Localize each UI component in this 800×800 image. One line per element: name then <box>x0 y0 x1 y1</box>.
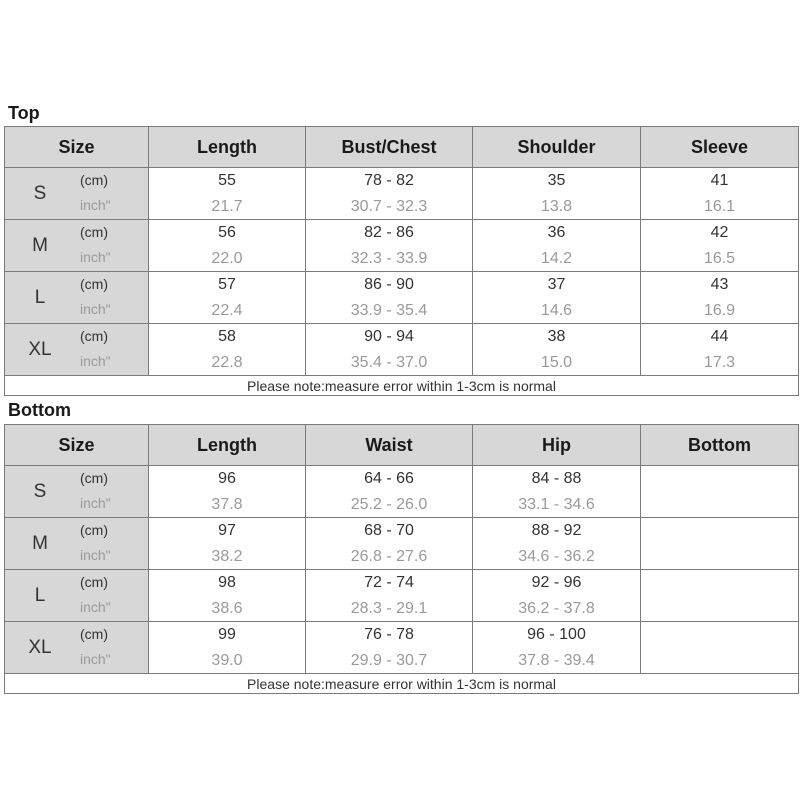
top-size-table <box>4 126 799 396</box>
size-label: XL <box>28 636 52 658</box>
top-header-size: Size <box>5 127 149 168</box>
unit-cm-label: (cm) <box>80 224 108 240</box>
size-label: L <box>34 584 46 606</box>
shoulder-cell <box>473 220 641 272</box>
cm-value: 37 <box>547 275 566 293</box>
table-row <box>5 272 799 324</box>
unit-inch-label: inch" <box>80 547 111 563</box>
size-cell <box>5 570 149 622</box>
bust-chest-cell <box>306 220 473 272</box>
top-section-title: Top <box>8 103 40 123</box>
inch-value: 33.1 - 34.6 <box>518 495 595 513</box>
inch-value: 22.0 <box>211 249 243 267</box>
unit-inch-label: inch" <box>80 301 111 317</box>
sleeve-cell <box>641 168 799 220</box>
top-header-length: Length <box>149 127 306 168</box>
inch-value: 37.8 <box>211 495 243 513</box>
size-label: M <box>32 234 48 256</box>
top-header-sleeve: Sleeve <box>641 127 799 168</box>
hip-cell <box>473 518 641 570</box>
cm-value: 72 - 74 <box>364 573 414 591</box>
measure-note: Please note:measure error within 1-3cm is normal <box>5 376 799 396</box>
cm-value: 55 <box>218 171 236 189</box>
unit-cm-label: (cm) <box>80 172 108 188</box>
bust-chest-cell <box>306 324 473 376</box>
cm-value: 96 - 100 <box>527 625 586 643</box>
table-row <box>5 622 799 674</box>
table-row <box>5 220 799 272</box>
inch-value: 14.6 <box>540 301 573 319</box>
inch-value: 22.4 <box>211 301 243 319</box>
inch-value: 38.2 <box>211 547 243 565</box>
inch-value: 15.0 <box>540 353 573 371</box>
shoulder-cell <box>473 168 641 220</box>
unit-cm-label: (cm) <box>80 276 108 292</box>
bottom-cell <box>641 570 799 622</box>
size-label: XL <box>28 338 52 360</box>
bust-chest-cell <box>306 168 473 220</box>
unit-cm-label: (cm) <box>80 574 108 590</box>
sleeve-cell <box>641 220 799 272</box>
top-header-bust-chest: Bust/Chest <box>306 127 473 168</box>
table-row <box>5 466 799 518</box>
inch-value: 28.3 - 29.1 <box>350 599 428 617</box>
length-cell <box>149 570 306 622</box>
top-note-row <box>5 376 799 396</box>
bottom-note-row <box>5 674 799 694</box>
bottom-size-table <box>4 424 799 694</box>
cm-value: 78 - 82 <box>364 171 414 189</box>
size-cell <box>5 622 149 674</box>
size-cell <box>5 324 149 376</box>
bottom-header-bottom: Bottom <box>641 425 799 466</box>
waist-cell <box>306 518 473 570</box>
cm-value: 58 <box>218 327 236 345</box>
length-cell <box>149 622 306 674</box>
inch-value: 13.8 <box>540 197 573 215</box>
size-cell <box>5 518 149 570</box>
hip-cell <box>473 570 641 622</box>
length-cell <box>149 168 306 220</box>
sleeve-cell <box>641 324 799 376</box>
hip-cell <box>473 622 641 674</box>
cm-value: 57 <box>218 275 236 293</box>
unit-cm-label: (cm) <box>80 328 108 344</box>
cm-value: 43 <box>710 275 729 293</box>
cm-value: 76 - 78 <box>364 625 414 643</box>
cm-value: 56 <box>218 223 236 241</box>
table-row <box>5 570 799 622</box>
unit-cm-label: (cm) <box>80 522 108 538</box>
table-row <box>5 168 799 220</box>
inch-value: 22.8 <box>211 353 243 371</box>
bottom-header-hip: Hip <box>473 425 641 466</box>
unit-cm-label: (cm) <box>80 626 108 642</box>
hip-cell <box>473 466 641 518</box>
cm-value: 96 <box>218 469 236 487</box>
inch-value: 16.5 <box>703 249 736 267</box>
bottom-cell <box>641 518 799 570</box>
size-cell <box>5 168 149 220</box>
top-header-row <box>5 127 799 168</box>
inch-value: 30.7 - 32.3 <box>350 197 428 215</box>
size-label: L <box>34 286 46 308</box>
cm-value: 98 <box>218 573 236 591</box>
table-row <box>5 518 799 570</box>
cm-value: 36 <box>547 223 566 241</box>
cm-value: 64 - 66 <box>364 469 414 487</box>
inch-value: 39.0 <box>211 651 243 669</box>
bottom-cell <box>641 622 799 674</box>
inch-value: 21.7 <box>211 197 243 215</box>
inch-value: 16.9 <box>703 301 736 319</box>
unit-inch-label: inch" <box>80 197 111 213</box>
cm-value: 68 - 70 <box>364 521 414 539</box>
bottom-section-title: Bottom <box>8 400 71 420</box>
inch-value: 17.3 <box>703 353 736 371</box>
table-row <box>5 324 799 376</box>
cm-value: 99 <box>218 625 236 643</box>
unit-inch-label: inch" <box>80 353 111 369</box>
inch-value: 35.4 - 37.0 <box>350 353 428 371</box>
sleeve-cell <box>641 272 799 324</box>
length-cell <box>149 324 306 376</box>
unit-inch-label: inch" <box>80 495 111 511</box>
inch-value: 36.2 - 37.8 <box>518 599 595 617</box>
length-cell <box>149 518 306 570</box>
cm-value: 90 - 94 <box>364 327 414 345</box>
shoulder-cell <box>473 324 641 376</box>
inch-value: 34.6 - 36.2 <box>518 547 595 565</box>
cm-value: 44 <box>710 327 729 345</box>
cm-value: 97 <box>218 521 236 539</box>
unit-cm-label: (cm) <box>80 470 108 486</box>
waist-cell <box>306 466 473 518</box>
measure-note: Please note:measure error within 1-3cm is normal <box>5 674 799 694</box>
waist-cell <box>306 622 473 674</box>
unit-inch-label: inch" <box>80 599 111 615</box>
cm-value: 88 - 92 <box>531 521 582 539</box>
size-cell <box>5 272 149 324</box>
cm-value: 82 - 86 <box>364 223 414 241</box>
unit-inch-label: inch" <box>80 651 111 667</box>
cm-value: 38 <box>547 327 566 345</box>
inch-value: 37.8 - 39.4 <box>518 651 595 669</box>
length-cell <box>149 466 306 518</box>
top-header-shoulder: Shoulder <box>473 127 641 168</box>
length-cell <box>149 272 306 324</box>
size-label: S <box>33 480 47 502</box>
bust-chest-cell <box>306 272 473 324</box>
cm-value: 92 - 96 <box>531 573 582 591</box>
cm-value: 35 <box>547 171 566 189</box>
size-cell <box>5 220 149 272</box>
cm-value: 41 <box>710 171 729 189</box>
bottom-header-row <box>5 425 799 466</box>
cm-value: 86 - 90 <box>364 275 414 293</box>
inch-value: 25.2 - 26.0 <box>350 495 428 513</box>
bottom-header-length: Length <box>149 425 306 466</box>
length-cell <box>149 220 306 272</box>
shoulder-cell <box>473 272 641 324</box>
waist-cell <box>306 570 473 622</box>
cm-value: 84 - 88 <box>531 469 582 487</box>
bottom-header-waist: Waist <box>306 425 473 466</box>
unit-inch-label: inch" <box>80 249 111 265</box>
inch-value: 26.8 - 27.6 <box>350 547 428 565</box>
cm-value: 42 <box>710 223 729 241</box>
inch-value: 14.2 <box>540 249 573 267</box>
inch-value: 32.3 - 33.9 <box>350 249 428 267</box>
bottom-header-size: Size <box>5 425 149 466</box>
size-cell <box>5 466 149 518</box>
size-label: M <box>32 532 48 554</box>
inch-value: 16.1 <box>703 197 736 215</box>
inch-value: 29.9 - 30.7 <box>350 651 428 669</box>
inch-value: 33.9 - 35.4 <box>350 301 428 319</box>
inch-value: 38.6 <box>211 599 243 617</box>
bottom-cell <box>641 466 799 518</box>
size-label: S <box>33 182 47 204</box>
